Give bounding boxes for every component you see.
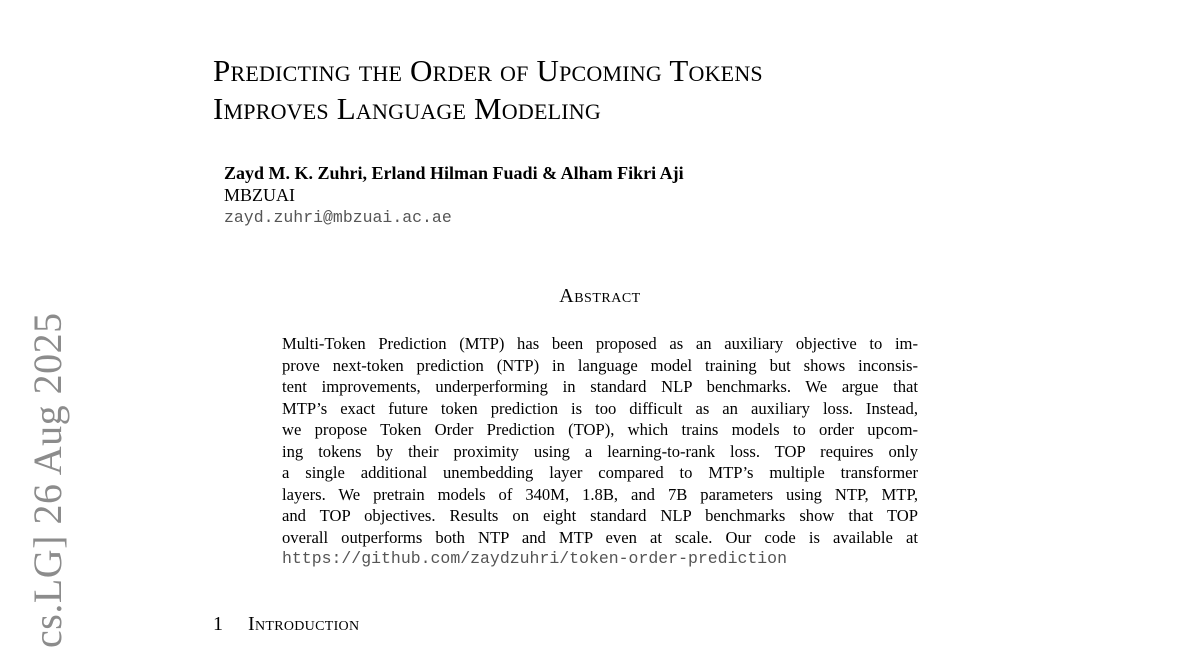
arxiv-side-stamp: cs.LG] 26 Aug 2025 (25, 312, 70, 648)
abstract-line: Multi-Token Prediction (MTP) has been proposed as an auxiliary objective to im- (282, 334, 918, 353)
paper-title (213, 52, 763, 128)
abstract-line: layers. We pretrain models of 340M, 1.8B, and 7B parameters using NTP, MTP, (282, 484, 918, 504)
section-title: Introduction (248, 613, 360, 635)
abstract-line: and TOP objectives. Results on eight standard NLP benchmarks show that TOP (282, 506, 918, 525)
abstract-line: a single additional unembedding layer compared to MTP’s multiple transformer (282, 463, 918, 482)
affiliation: MBZUAI (224, 185, 295, 205)
abstract-line: MTP’s exact future token prediction is too difficult as an auxiliary loss. Instead, (282, 398, 918, 418)
abstract-line: prove next-token prediction (NTP) in language model training but shows inconsis- (282, 355, 918, 375)
code-repository-link[interactable]: https://github.com/zaydzuhri/token-order-prediction (282, 549, 787, 568)
abstract-line: tent improvements, underperforming in standard NLP benchmarks. We argue that (282, 377, 918, 396)
abstract-heading: Abstract (559, 285, 641, 307)
abstract-line: overall outperforms both NTP and MTP even at scale. Our code is available at (282, 527, 918, 547)
abstract-line: we propose Token Order Prediction (TOP), which trains models to order upcom- (282, 420, 918, 439)
author-list: Zayd M. K. Zuhri, Erland Hilman Fuadi & Alham Fikri Aji (224, 163, 684, 183)
abstract-line: ing tokens by their proximity using a learning-to-rank loss. TOP requires only (282, 441, 918, 461)
section-number: 1 (213, 613, 223, 635)
title-line-1: Predicting the Order of Upcoming Tokens (213, 53, 763, 88)
abstract-body (282, 333, 918, 570)
section-heading-introduction (213, 612, 359, 636)
author-email[interactable]: zayd.zuhri@mbzuai.ac.ae (224, 208, 452, 227)
title-line-2: Improves Language Modeling (213, 91, 601, 126)
